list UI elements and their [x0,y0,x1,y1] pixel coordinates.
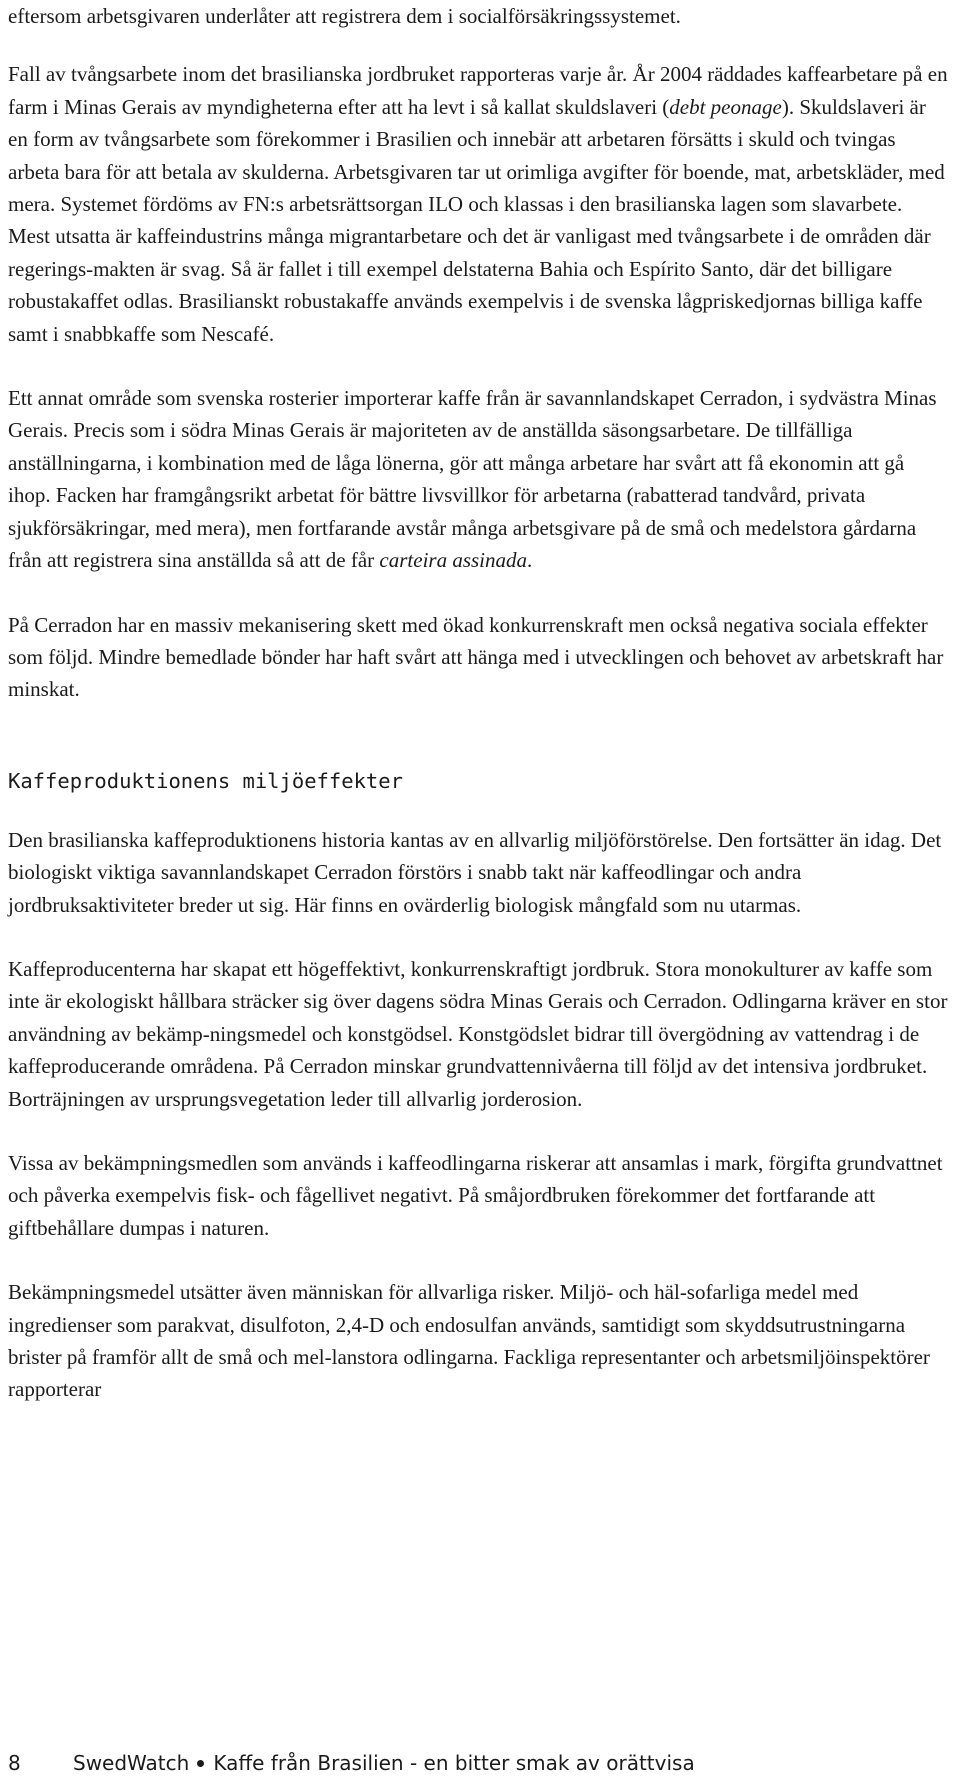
paragraph-environment-history: Den brasilianska kaffeproduktionens historia kantas av en allvarlig miljöförstörelse. Den fortsätter än idag. Det biologiskt viktiga savannlandskapet Cerradon förstörs i snabb takt när kaffeodlingar och andra jordbruksaktiviteter breder ut sig. Här finns en ovärderlig biologisk mångfald som nu utarmas. [8,827,942,917]
page-content [8,0,948,1406]
paragraph-text: Ett annat område som svenska rosterier importerar kaffe från är savannlandskapet Cerradon, i sydvästra Minas Gerais. Precis som i södra Minas Gerais är majoriteten av de anställda säsongsarbetare. De tillfälliga anställningarna, i kombination med de låga lönerna, gör att många arbetare har svårt att få ekonomin att gå ihop. Facken har framgångsrikt arbetat för bättre livsvillkor för arbetarna (rabatterad tandvård, privata sjukförsäkringar, med mera), men fortfarande avstår många arbetsgivare på de små och medelstora gårdarna från att registrera sina anställda så att de får [8,386,937,573]
paragraph-italic-term: debt peonage [669,94,782,119]
page-footer [8,1748,908,1778]
paragraph-cerradon-workers [8,382,948,576]
paragraph-monocultures: Kaffeproducenterna har skapat ett högeffektivt, konkurrenskraftigt jordbruk. Stora monokulturer av kaffe som inte är ekologiskt hållbara sträcker sig över dagens södra Minas Gerais och Cerradon. Odlingarna kräver en stor användning av bekämp-ningsmedel och konstgödsel. Konstgödslet bidrar till övergödning av vattendrag i de kaffeproducerande områdena. På Cerradon minskar grundvattennivåerna till följd av det intensiva jordbruket. Borträjningen av ursprungsvegetation leder till allvarlig jorderosion. [8,956,948,1111]
paragraph-forced-labour [8,58,948,350]
paragraph-text: ). Skuldslaveri är en form av tvångsarbete som förekommer i Brasilien och innebär att arbetaren försätts i skuld och tvingas arbeta bara för att betala av skulderna. Arbetsgivaren tar ut orimliga avgifter för boende, mat, arbetskläder, med mera. Systemet fördöms av FN:s arbetsrättsorgan ILO och klassas i den brasilianska lagen som slavarbete. Mest utsatta är kaffeindustrins många migrantarbetare och det är vanligast med tvångsarbete i de områden där regerings-makten är svag. Så är fallet i till exempel delstaterna Bahia och Espírito Santo, där det billigare robustakaffet odlas. Brasilianskt robustakaffe används exempelvis i de svenska lågpriskedjornas billiga kaffe samt i snabbkaffe som Nescafé. [8,94,945,346]
paragraph-pesticides-nature: Vissa av bekämpningsmedlen som används i kaffeodlingarna riskerar att ansamlas i mark, förgifta grundvattnet och påverka exempelvis fisk- och fågellivet negativt. På småjordbruken förekommer det fortfarande att giftbehållare dumpas i naturen. [8,1150,943,1240]
footer-publisher: SwedWatch [73,1751,190,1775]
paragraph-text: Fall av tvångsarbete inom det brasilianska jordbruket rapporteras varje år. År 2004 räddades kaffearbetare på en farm i Minas Gerais av myndigheterna efter att ha levt i så kallat skuldslaveri ( [8,62,948,119]
bullet-separator-icon [197,1760,204,1767]
paragraph-text: . [527,548,533,573]
paragraph-continuation: eftersom arbetsgivaren underlåter att registrera dem i socialförsäkringssystemet. [8,4,681,28]
paragraph-italic-term: carteira assinada [379,548,528,573]
section-heading: Kaffeproduktionens miljöeffekter [8,768,403,793]
paragraph-mechanisation: På Cerradon har en massiv mekanisering skett med ökad konkurrenskraft men också negativa sociala effekter som följd. Mindre bemedlade bönder har haft svårt att hänga med i utvecklingen och behovet av arbetskraft har minskat. [8,612,944,702]
paragraph-pesticides-humans: Bekämpningsmedel utsätter även människan för allvarliga risker. Miljö- och häl-sofarliga medel med ingredienser som parakvat, disulfoton, 2,4-D och endosulfan används, samtidigt som skyddsutrustningarna brister på framför allt de små och mel-lanstora odlingarna. Fackliga representanter och arbetsmiljöinspektörer rapporterar [8,1280,930,1402]
page-number: 8 [8,1751,21,1775]
footer-report-title: Kaffe från Brasilien - en bitter smak av orättvisa [213,1751,695,1775]
